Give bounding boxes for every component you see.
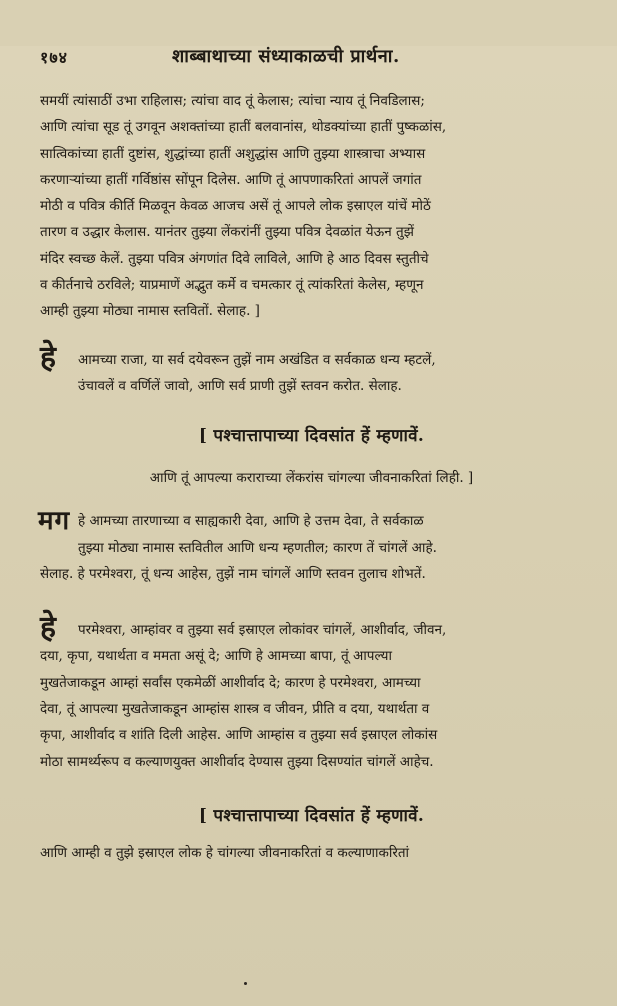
section-heading: [ पश्चात्तापाच्या दिवसांत हें म्हणावें. bbox=[198, 805, 425, 826]
text-line: समयीं त्यांसाठीं उभा राहिलास; त्यांचा वाद तूं केलास; त्यांचा न्याय तूं निवडिलास; bbox=[40, 93, 425, 109]
text-line: आम्ही तुझ्या मोठ्या नामास स्तवितों. सेलाह. ] bbox=[40, 303, 260, 320]
section-heading: [ पश्चात्तापाच्या दिवसांत हें म्हणावें. bbox=[198, 426, 425, 447]
paragraph-blessing bbox=[40, 610, 583, 775]
section-note: आणि तूं आपल्या कराराच्या लेंकरांस चांगल्या जीवनाकरितां लिही. ] bbox=[149, 470, 474, 487]
running-head: शाब्बाथाच्या संध्याकाळची प्रार्थना. bbox=[172, 46, 400, 67]
paragraph-king bbox=[40, 339, 583, 400]
text-line: तुझ्या मोठ्या नामास स्तवितील आणि धन्य म्हणतील; कारण तें चांगलें आहे. bbox=[78, 539, 437, 556]
text-line: उंचावलें व वर्णिलें जावो, आणि सर्व प्राणी तुझें स्तवन करोत. सेलाह. bbox=[78, 377, 402, 394]
text-line: देवा, तूं आपल्या मुखतेजाकडून आम्हांस शास्त्र व जीवन, प्रीति व दया, यथार्थता व bbox=[40, 701, 430, 718]
text-line: तारण व उद्धार केलास. यानंतर तुझ्या लेंकरांनीं तुझ्या पवित्र देवळांत येऊन तुझें bbox=[40, 224, 414, 241]
text-line: आमच्या राजा, या सर्व दयेवरून तुझें नाम अखंडित व सर्वकाळ धन्य म्हटलें, bbox=[78, 351, 436, 368]
dropcap: मग bbox=[38, 506, 71, 537]
page-number: १७४ bbox=[40, 48, 68, 67]
text-line: परमेश्वरा, आम्हांवर व तुझ्या सर्व इस्राएल लोकांवर चांगलें, आशीर्वाद, जीवन, bbox=[78, 622, 447, 639]
text-line: हे आमच्या तारणाच्या व साह्यकारी देवा, आणि हे उत्तम देवा, ते सर्वकाळ bbox=[78, 513, 424, 530]
text-line: आणि त्यांचा सूड तूं उगवून अशक्तांच्या हातीं बलवानांस, थोडक्यांच्या हातीं पुष्कळांस, bbox=[40, 119, 447, 136]
text-line: मोठी व पवित्र कीर्ति मिळवून केवळ आजच असें तूं आपले लोक इस्राएल यांचें मोठें bbox=[40, 198, 431, 215]
paragraph-then bbox=[40, 508, 583, 587]
text-line: मंदिर स्वच्छ केलें. तुझ्या पवित्र अंगणांत दिवे लाविले, आणि हे आठ दिवस स्तुतीचे bbox=[40, 250, 429, 267]
text-line: करणाऱ्यांच्या हातीं गर्विष्ठांस सोंपून दिलेस. आणि तूं आपणाकरितां आपलें जगांत bbox=[40, 171, 422, 188]
text-line: सात्विकांच्या हातीं दुष्टांस, शुद्धांच्या हातीं अशुद्धांस आणि तुझ्या शास्त्राचा अभ्यास bbox=[40, 145, 426, 162]
dropcap: हे bbox=[40, 339, 56, 375]
page-header bbox=[40, 46, 583, 82]
text-line: मोठा सामर्थ्यरूप व कल्याणयुक्त आशीर्वाद देण्यास तुझ्या दिसण्यांत चांगलें आहेच. bbox=[40, 753, 434, 770]
paragraph-continued bbox=[40, 88, 583, 325]
text-line: कृपा, आशीर्वाद व शांति दिली आहेस. आणि आम्हांस व तुझ्या सर्व इस्राएल लोकांस bbox=[40, 727, 438, 744]
paragraph-final bbox=[40, 840, 583, 866]
text-line: मुखतेजाकडून आम्हां सर्वांस एकमेळीं आशीर्वाद दे; कारण हे परमेश्वरा, आमच्या bbox=[40, 674, 421, 691]
text-line: सेलाह. हे परमेश्वरा, तूं धन्य आहेस, तुझें नाम चांगलें आणि स्तवन तुलाच शोभतें. bbox=[40, 565, 426, 582]
text-line: व कीर्तनाचे ठरविले; याप्रमाणें अद्भुत कर्मे व चमत्कार तूं त्यांकरितां केलेस, म्हणून bbox=[40, 277, 424, 294]
book-page bbox=[0, 46, 617, 1006]
text-line: आणि आम्ही व तुझे इस्राएल लोक हे चांगल्या जीवनाकरितां व कल्याणाकरितां bbox=[40, 844, 410, 861]
text-line: दया, कृपा, यथार्थता व ममता असूं दे; आणि हे आमच्या बापा, तूं आपल्या bbox=[40, 648, 392, 665]
print-mark bbox=[244, 982, 247, 985]
dropcap: हे bbox=[40, 610, 56, 646]
